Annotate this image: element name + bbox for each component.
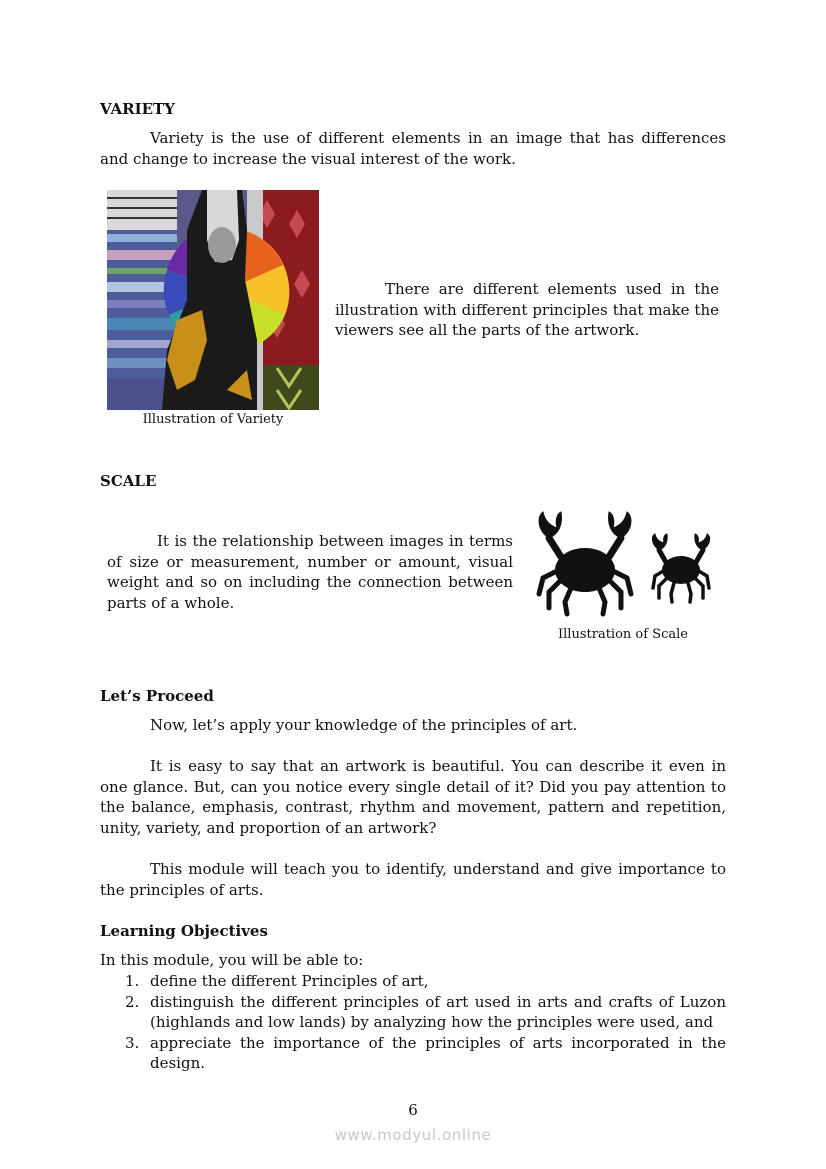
- objective-item: [100, 1033, 726, 1074]
- scale-definition: It is the relationship between images in terms of size or measurement, number or amount, visual weight and so on including the connection between parts of a whole.: [107, 532, 513, 612]
- variety-definition: Variety is the use of different elements in an image that has differences and change to increase the visual interest of the work.: [100, 129, 726, 168]
- objectives-heading: Learning Objectives: [100, 922, 268, 940]
- objective-number: 2.: [125, 992, 140, 1011]
- objective-text: define the different Principles of art,: [150, 972, 429, 990]
- scale-heading: SCALE: [100, 472, 157, 490]
- variety-heading: VARIETY: [100, 100, 175, 118]
- crab-icon: [535, 508, 715, 618]
- objective-item: [100, 992, 726, 1033]
- objective-number: 1.: [125, 972, 140, 990]
- proceed-heading: Let’s Proceed: [100, 687, 214, 705]
- scale-caption: Illustration of Scale: [558, 627, 688, 642]
- objectives-list: [100, 971, 726, 1074]
- objective-number: 3.: [125, 1033, 140, 1052]
- objective-text: appreciate the importance of the principles of arts incorporated in the design.: [150, 1033, 726, 1073]
- proceed-paragraph-1: Now, let’s apply your knowledge of the principles of art.: [150, 716, 578, 734]
- watermark: www.modyul.online: [334, 1126, 492, 1144]
- proceed-paragraph-2: It is easy to say that an artwork is beautiful. You can describe it even in one glance. But, can you notice every single detail of it? Did you pay attention to the balance, emphasis, contrast, rhythm and movement, pattern and repetition, unity, variety, and proportion of an artwork?: [100, 757, 726, 837]
- page-number: 6: [408, 1101, 418, 1119]
- objective-text: distinguish the different principles of art used in arts and crafts of Luzon (highlands and low lands) by analyzing how the principles were used, and: [150, 992, 726, 1032]
- scale-illustration: [535, 508, 715, 618]
- variety-artwork-image: [107, 190, 319, 410]
- variety-illustration: [107, 190, 319, 410]
- objective-item: [100, 971, 726, 992]
- proceed-paragraph-3: This module will teach you to identify, understand and give importance to the principles of arts.: [100, 860, 726, 899]
- objectives-intro: In this module, you will be able to:: [100, 951, 364, 969]
- variety-caption: Illustration of Variety: [142, 412, 284, 427]
- variety-side-text: There are different elements used in the illustration with different principles that make the viewers see all the parts of the artwork.: [335, 280, 719, 340]
